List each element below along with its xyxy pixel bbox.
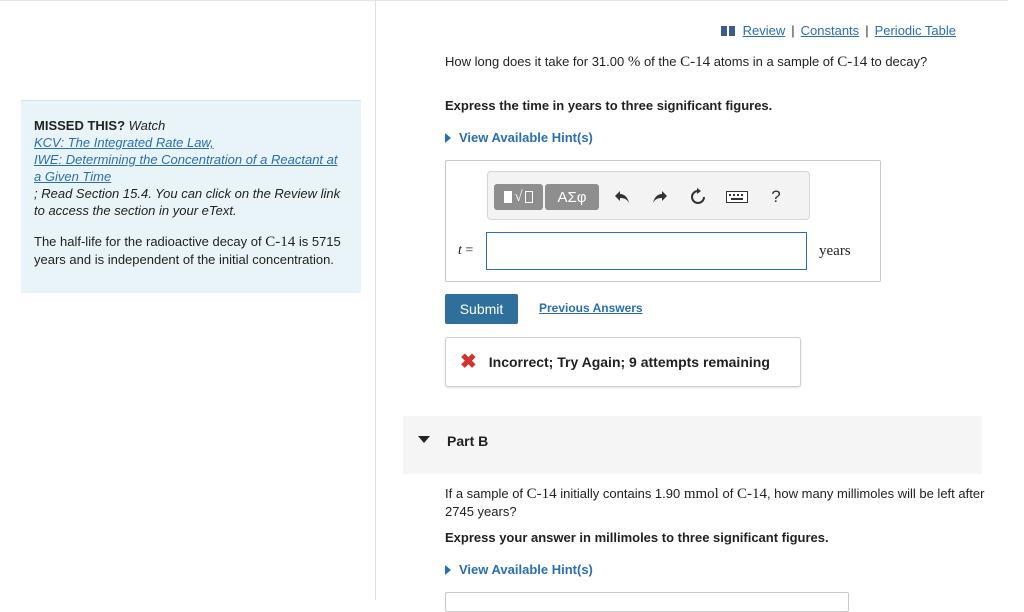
read-section-text: ; Read Section 15.4. You can click on the Review link to access the section in your eText. bbox=[34, 186, 341, 218]
reset-icon[interactable] bbox=[686, 184, 710, 210]
top-divider bbox=[0, 0, 1008, 1]
help-button[interactable]: ? bbox=[771, 187, 781, 206]
variable-label: t = bbox=[458, 243, 474, 258]
iwe-concentration-link[interactable]: IWE: Determining the Concentration of a Reactant at a Given Time bbox=[34, 152, 338, 184]
submit-button[interactable]: Submit bbox=[445, 294, 518, 324]
isotope-c14: C-14 bbox=[265, 234, 296, 250]
answer-panel bbox=[445, 160, 881, 282]
greek-symbols-button[interactable]: ΑΣφ bbox=[545, 184, 599, 210]
feedback-message bbox=[445, 337, 801, 387]
collapse-triangle-icon[interactable] bbox=[418, 436, 430, 443]
constants-link[interactable]: Constants bbox=[800, 23, 860, 38]
missed-this-label: MISSED THIS? bbox=[34, 118, 126, 133]
previous-answers-link[interactable]: Previous Answers bbox=[539, 301, 643, 315]
link-separator: | bbox=[791, 23, 795, 38]
expand-triangle-icon bbox=[445, 133, 451, 143]
part-b-question: If a sample of C-14 initially contains 1.90 mmol of C-14, how many millimoles will be left after 2745 years? bbox=[445, 486, 985, 519]
answer-input[interactable] bbox=[486, 232, 807, 270]
vertical-divider bbox=[375, 0, 376, 600]
math-toolbar bbox=[487, 171, 810, 220]
templates-button[interactable] bbox=[494, 184, 543, 210]
missed-this-panel bbox=[21, 100, 361, 293]
resource-links bbox=[721, 23, 956, 38]
periodic-table-link[interactable]: Periodic Table bbox=[874, 23, 956, 38]
radical-icon: √ bbox=[514, 188, 523, 205]
half-life-info: The half-life for the radioactive decay of C-14 is 5715 years and is independent of the initial concentration. bbox=[34, 234, 341, 267]
part-b-title: Part B bbox=[447, 433, 489, 449]
redo-icon[interactable] bbox=[648, 184, 672, 210]
undo-icon[interactable] bbox=[610, 184, 634, 210]
expand-triangle-icon bbox=[445, 565, 451, 575]
book-icon bbox=[721, 26, 735, 36]
unit-label: years bbox=[819, 243, 851, 259]
template-square-icon bbox=[504, 191, 512, 203]
review-link[interactable]: Review bbox=[742, 23, 786, 38]
watch-label: Watch bbox=[128, 118, 166, 133]
part-a-question: How long does it take for 31.00 % of the C-14 atoms in a sample of C-14 to decay? bbox=[445, 54, 928, 70]
feedback-text: Incorrect; Try Again; 9 attempts remaining bbox=[488, 354, 770, 370]
view-hints-toggle-part-b[interactable] bbox=[445, 562, 593, 577]
link-separator: | bbox=[865, 23, 869, 38]
part-b-answer-panel bbox=[445, 592, 849, 612]
part-b-header[interactable] bbox=[403, 416, 982, 474]
error-x-icon: ✖ bbox=[460, 351, 477, 373]
view-hints-label: View Available Hint(s) bbox=[459, 130, 593, 145]
part-b-instruction: Express your answer in millimoles to three significant figures. bbox=[445, 530, 829, 545]
view-hints-label: View Available Hint(s) bbox=[459, 562, 593, 577]
keyboard-icon[interactable] bbox=[724, 184, 750, 210]
part-a-instruction: Express the time in years to three significant figures. bbox=[445, 98, 773, 113]
template-box-icon bbox=[525, 191, 533, 203]
view-hints-toggle[interactable] bbox=[445, 130, 593, 145]
kcv-integrated-rate-law-link[interactable]: KCV: The Integrated Rate Law, bbox=[34, 135, 214, 150]
